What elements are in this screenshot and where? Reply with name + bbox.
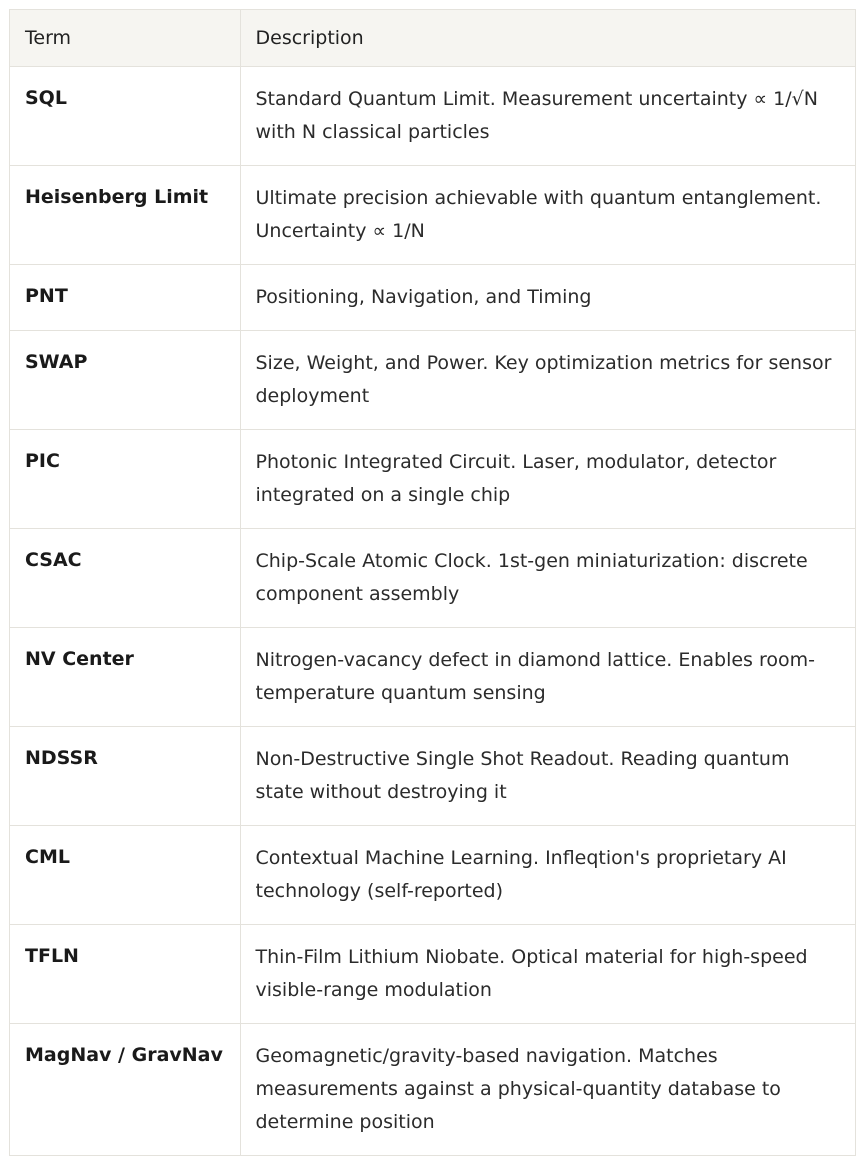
table-row xyxy=(10,924,855,1023)
glossary-table xyxy=(10,10,855,1155)
description-cell: Positioning, Navigation, and Timing xyxy=(240,264,855,330)
description-cell: Size, Weight, and Power. Key optimization metrics for sensor deployment xyxy=(240,330,855,429)
table-body xyxy=(10,66,855,1155)
table-row xyxy=(10,264,855,330)
term-cell: Heisenberg Limit xyxy=(10,165,240,264)
term-cell: SWAP xyxy=(10,330,240,429)
table-header xyxy=(10,10,855,66)
term-cell: CML xyxy=(10,825,240,924)
term-cell: SQL xyxy=(25,86,67,109)
header-term: Term xyxy=(10,10,240,66)
glossary-table-container xyxy=(9,9,856,1156)
term-cell: PNT xyxy=(10,264,240,330)
description-cell: Photonic Integrated Circuit. Laser, modulator, detector integrated on a single chip xyxy=(240,429,855,528)
term-cell: NV Center xyxy=(10,627,240,726)
table-row xyxy=(10,1023,855,1155)
description-cell: Nitrogen-vacancy defect in diamond lattice. Enables room-temperature quantum sensing xyxy=(240,627,855,726)
term-cell: CSAC xyxy=(10,528,240,627)
description-cell: Geomagnetic/gravity-based navigation. Matches measurements against a physical-quantity database to determine position xyxy=(240,1023,855,1155)
term-cell: NDSSR xyxy=(10,726,240,825)
table-row xyxy=(10,726,855,825)
term-cell: MagNav / GravNav xyxy=(10,1023,240,1155)
table-row xyxy=(10,627,855,726)
table-row xyxy=(10,429,855,528)
table-row xyxy=(10,528,855,627)
header-description: Description xyxy=(240,10,855,66)
term-cell: PIC xyxy=(10,429,240,528)
header-row xyxy=(10,10,855,66)
term-cell: TFLN xyxy=(10,924,240,1023)
description-cell: Contextual Machine Learning. Infleqtion's proprietary AI technology (self-reported) xyxy=(240,825,855,924)
table-row xyxy=(10,330,855,429)
description-cell: Non-Destructive Single Shot Readout. Reading quantum state without destroying it xyxy=(240,726,855,825)
description-cell: Standard Quantum Limit. Measurement uncertainty ∝ 1/√N with N classical particles xyxy=(240,66,855,165)
table-row xyxy=(10,825,855,924)
table-row xyxy=(10,66,855,165)
table-row xyxy=(10,165,855,264)
description-cell: Chip-Scale Atomic Clock. 1st-gen miniaturization: discrete component assembly xyxy=(240,528,855,627)
description-cell: Ultimate precision achievable with quantum entanglement. Uncertainty ∝ 1/N xyxy=(240,165,855,264)
description-cell: Thin-Film Lithium Niobate. Optical material for high-speed visible-range modulation xyxy=(240,924,855,1023)
